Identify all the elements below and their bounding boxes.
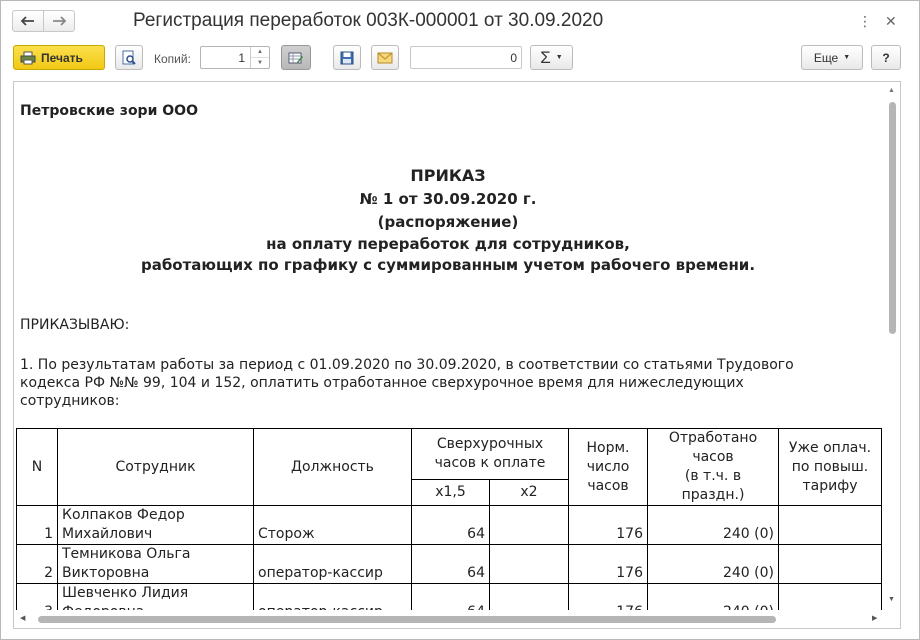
- paragraph-line: 1. По результатам работы за период с 01.09.2020 по 30.09.2020, в соответствии со статьями Трудового: [20, 357, 794, 373]
- paragraph-line: сотрудников:: [20, 393, 120, 409]
- window-more-icon[interactable]: ⋮: [858, 13, 872, 29]
- preview-button[interactable]: [115, 45, 143, 70]
- cell-paid: [779, 506, 882, 545]
- col-header-paid: [779, 429, 882, 506]
- cell-n: 1: [17, 506, 58, 545]
- header-line: по повыш.: [791, 458, 869, 475]
- copies-stepper[interactable]: [250, 47, 269, 68]
- cell-x2: [490, 545, 569, 584]
- cell-x15: 64: [412, 545, 490, 584]
- cell-norm: 176: [569, 506, 648, 545]
- window-title: Регистрация переработок 003К-000001 от 30.09.2020: [133, 10, 604, 31]
- col-header-norm: [569, 429, 648, 506]
- sum-mode-dropdown[interactable]: [530, 45, 573, 70]
- more-button[interactable]: [801, 45, 863, 70]
- col-header-n: N: [17, 429, 58, 506]
- col-header-x15: х1,5: [412, 479, 490, 505]
- cell-norm: 176: [569, 545, 648, 584]
- spreadsheet-document[interactable]: [13, 81, 901, 629]
- copies-input[interactable]: [200, 46, 270, 69]
- more-button-label: Еще: [813, 50, 839, 65]
- col-header-employee: Сотрудник: [58, 429, 254, 506]
- close-icon[interactable]: ✕: [885, 13, 897, 29]
- print-button[interactable]: [13, 45, 105, 70]
- header-line: (в т.ч. в праздн.): [681, 468, 745, 503]
- vertical-scrollbar[interactable]: [884, 82, 900, 610]
- overtime-table: [16, 428, 882, 623]
- document-content: [14, 82, 884, 610]
- copies-label: Копий:: [154, 52, 191, 66]
- employee-name-line: Шевченко Лидия: [62, 585, 189, 601]
- scroll-right-icon[interactable]: ▶: [872, 615, 878, 622]
- order-number: № 1 от 30.09.2020 г.: [359, 190, 537, 208]
- col-header-worked: [648, 429, 779, 506]
- cell-worked: 240 (0): [648, 545, 779, 584]
- back-button[interactable]: [12, 10, 44, 32]
- header-line: тарифу: [802, 477, 858, 494]
- table-row: [17, 545, 882, 584]
- order-purpose-line2: работающих по графику с суммированным учетом рабочего времени.: [140, 256, 756, 274]
- employee-name-line: Викторовна: [62, 565, 150, 581]
- title-bar: [1, 1, 919, 41]
- header-line: Норм.: [586, 439, 630, 456]
- scroll-up-icon[interactable]: ▲: [888, 87, 895, 94]
- sum-field[interactable]: [410, 46, 522, 69]
- save-button[interactable]: [333, 45, 361, 70]
- header-line: Отработано: [668, 430, 758, 446]
- header-line: часов: [692, 449, 734, 465]
- scroll-left-icon[interactable]: ◀: [20, 615, 26, 622]
- floppy-disk-icon: [340, 51, 354, 65]
- stepper-down-icon[interactable]: ▼: [251, 57, 269, 68]
- chevron-down-icon: ▼: [843, 54, 851, 61]
- preview-icon: [121, 50, 137, 66]
- stepper-up-icon[interactable]: ▲: [257, 49, 263, 55]
- sigma-icon: Σ: [540, 47, 551, 67]
- arrow-left-icon: [21, 16, 35, 26]
- cell-position: Сторож: [254, 506, 412, 545]
- sum-value: 0: [510, 51, 517, 65]
- table-row: [17, 506, 882, 545]
- employee-name-line: Темникова Ольга: [62, 546, 191, 562]
- chevron-down-icon: ▼: [555, 54, 563, 61]
- cell-x2: [490, 506, 569, 545]
- order-subtitle: (распоряжение): [377, 213, 519, 231]
- cell-paid: [779, 545, 882, 584]
- cell-worked: 240 (0): [648, 506, 779, 545]
- cell-employee: [58, 506, 254, 545]
- send-email-button[interactable]: [371, 45, 399, 70]
- col-header-x2: х2: [490, 479, 569, 505]
- header-line: часов к оплате: [434, 454, 546, 471]
- order-word: ПРИКАЗЫВАЮ:: [20, 317, 130, 333]
- header-line: часов: [587, 477, 629, 494]
- print-button-label: Печать: [41, 50, 83, 65]
- copies-value: 1: [238, 51, 245, 65]
- col-header-position: Должность: [254, 429, 412, 506]
- printer-icon: [20, 51, 36, 65]
- cell-n: 2: [17, 545, 58, 584]
- employee-name-line: Колпаков Федор: [62, 507, 185, 523]
- horizontal-scroll-thumb[interactable]: [38, 616, 776, 623]
- employee-name-line: Михайлович: [62, 526, 153, 542]
- edit-table-icon: [288, 51, 304, 65]
- paragraph-line: кодекса РФ №№ 99, 104 и 152, оплатить отработанное сверхурочное время для нижеследующих: [20, 375, 744, 391]
- vertical-scroll-thumb[interactable]: [889, 102, 896, 334]
- horizontal-scrollbar[interactable]: [14, 610, 884, 628]
- col-header-overtime: [412, 429, 569, 480]
- arrow-right-icon: [52, 16, 66, 26]
- help-button-label: ?: [882, 50, 890, 65]
- order-purpose-line1: на оплату переработок для сотрудников,: [266, 235, 630, 253]
- cell-position: оператор-кассир: [254, 545, 412, 584]
- cell-employee: [58, 545, 254, 584]
- help-button[interactable]: [871, 45, 901, 70]
- edit-mode-button[interactable]: [281, 45, 311, 70]
- header-line: Уже оплач.: [788, 439, 872, 456]
- order-title: ПРИКАЗ: [410, 166, 486, 185]
- envelope-icon: [377, 52, 393, 64]
- toolbar: [1, 43, 919, 73]
- cell-x15: 64: [412, 506, 490, 545]
- organization-name: Петровские зори ООО: [20, 103, 198, 119]
- forward-button[interactable]: [43, 10, 75, 32]
- header-line: число: [586, 458, 630, 475]
- scroll-down-icon[interactable]: ▼: [888, 596, 895, 603]
- order-paragraph: [20, 356, 870, 410]
- header-line: Сверхурочных: [436, 435, 544, 452]
